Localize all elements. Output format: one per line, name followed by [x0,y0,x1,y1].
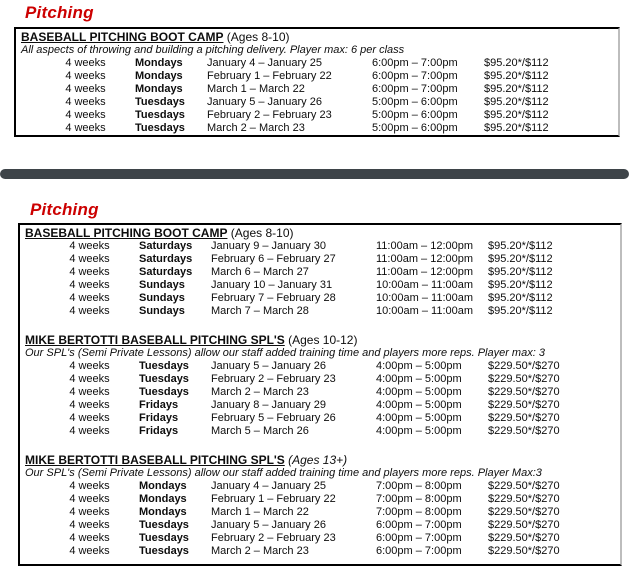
schedule-row [20,425,620,438]
session-price: $229.50*/$270 [488,493,560,505]
session-day: Mondays [139,480,187,492]
schedule-row [20,305,620,318]
session-price: $95.20*/$112 [484,96,549,108]
session-length: 4 weeks [69,292,110,304]
session-day: Fridays [139,399,179,411]
session-dates: March 2 – March 23 [211,386,309,398]
session-length: 4 weeks [65,109,106,121]
schedule-row [16,122,618,135]
page-heading: Pitching [30,200,99,219]
session-price: $95.20*/$112 [488,305,553,317]
section-title [20,226,620,240]
session-day: Tuesdays [139,386,189,398]
schedule-row [20,360,620,373]
session-dates: March 6 – March 27 [211,266,309,278]
course-name: BASEBALL PITCHING BOOT CAMP [25,226,228,240]
session-length: 4 weeks [65,70,106,82]
session-dates: February 1 – February 22 [211,493,336,505]
session-time: 6:00pm – 7:00pm [372,57,458,69]
schedule-row [20,292,620,305]
session-day: Saturdays [139,240,193,252]
schedule-row [20,545,620,558]
session-dates: March 1 – March 22 [207,83,305,95]
schedule-row [20,399,620,412]
session-time: 4:00pm – 5:00pm [376,386,462,398]
session-dates: January 9 – January 30 [211,240,326,252]
session-length: 4 weeks [69,399,110,411]
section-description: Our SPL's (Semi Private Lessons) allow our staff added training time and players more reps. Player Max:3 [25,467,542,479]
page-divider [0,169,629,179]
session-price: $229.50*/$270 [488,532,560,544]
session-length: 4 weeks [69,425,110,437]
session-length: 4 weeks [65,96,106,108]
session-day: Mondays [135,70,183,82]
session-time: 5:00pm – 6:00pm [372,109,458,121]
session-time: 11:00am – 12:00pm [376,240,474,252]
session-time: 6:00pm – 7:00pm [372,83,458,95]
session-day: Tuesdays [139,532,189,544]
session-time: 6:00pm – 7:00pm [376,532,462,544]
schedule-row [20,253,620,266]
session-time: 6:00pm – 7:00pm [376,519,462,531]
session-price: $229.50*/$270 [488,399,560,411]
schedule-row [16,57,618,70]
session-length: 4 weeks [69,279,110,291]
schedule-box-2 [18,223,622,566]
session-time: 10:00am – 11:00am [376,279,474,291]
session-price: $95.20*/$112 [488,240,553,252]
session-dates: February 2 – February 23 [211,532,336,544]
session-day: Tuesdays [139,360,189,372]
session-time: 5:00pm – 6:00pm [372,122,458,134]
session-length: 4 weeks [65,57,106,69]
session-dates: January 5 – January 26 [211,519,326,531]
session-length: 4 weeks [65,122,106,134]
schedule-row [20,532,620,545]
schedule-row [20,412,620,425]
session-dates: February 5 – February 26 [211,412,336,424]
session-time: 4:00pm – 5:00pm [376,373,462,385]
session-length: 4 weeks [69,253,110,265]
session-day: Fridays [139,412,179,424]
session-day: Fridays [139,425,179,437]
schedule-row [20,519,620,532]
section-title [20,333,620,347]
session-time: 7:00pm – 8:00pm [376,493,462,505]
schedule-row [20,386,620,399]
schedule-row [20,373,620,386]
session-time: 4:00pm – 5:00pm [376,360,462,372]
session-length: 4 weeks [69,266,110,278]
section-title [20,453,620,467]
session-day: Saturdays [139,266,193,278]
section-description: Our SPL's (Semi Private Lessons) allow our staff added training time and players more reps. Player max: 3 [25,347,545,359]
age-range: (Ages 8-10) [227,226,294,240]
session-length: 4 weeks [69,305,110,317]
session-day: Mondays [135,57,183,69]
session-time: 5:00pm – 6:00pm [372,96,458,108]
session-length: 4 weeks [69,373,110,385]
session-dates: March 5 – March 26 [211,425,309,437]
schedule-row [20,266,620,279]
session-price: $229.50*/$270 [488,412,560,424]
session-time: 11:00am – 12:00pm [376,253,474,265]
schedule-row [20,240,620,253]
session-day: Saturdays [139,253,193,265]
session-price: $229.50*/$270 [488,360,560,372]
session-day: Mondays [139,506,187,518]
session-dates: February 7 – February 28 [211,292,336,304]
session-day: Sundays [139,292,185,304]
age-range: (Ages 10-12) [284,333,358,347]
session-time: 10:00am – 11:00am [376,305,474,317]
course-name: MIKE BERTOTTI BASEBALL PITCHING SPL'S [25,453,285,467]
session-time: 6:00pm – 7:00pm [372,70,458,82]
session-length: 4 weeks [69,240,110,252]
session-price: $229.50*/$270 [488,386,560,398]
session-day: Sundays [139,305,185,317]
session-day: Tuesdays [139,519,189,531]
schedule-row [20,493,620,506]
session-dates: March 2 – March 23 [207,122,305,134]
session-dates: January 5 – January 26 [207,96,322,108]
session-dates: January 5 – January 26 [211,360,326,372]
session-day: Mondays [139,493,187,505]
session-price: $95.20*/$112 [484,83,549,95]
schedule-section [20,333,620,438]
session-time: 7:00pm – 8:00pm [376,506,462,518]
session-length: 4 weeks [65,83,106,95]
session-day: Sundays [139,279,185,291]
session-dates: March 1 – March 22 [211,506,309,518]
session-price: $95.20*/$112 [484,70,549,82]
session-price: $229.50*/$270 [488,480,560,492]
session-price: $229.50*/$270 [488,519,560,531]
session-dates: January 8 – January 29 [211,399,326,411]
session-dates: February 1 – February 22 [207,70,332,82]
schedule-section [16,30,618,135]
course-name: BASEBALL PITCHING BOOT CAMP [21,30,224,44]
session-price: $95.20*/$112 [484,57,549,69]
session-dates: February 2 – February 23 [211,373,336,385]
session-day: Tuesdays [139,373,189,385]
session-price: $229.50*/$270 [488,373,560,385]
age-range: (Ages 13+) [284,453,348,467]
session-length: 4 weeks [69,519,110,531]
session-price: $229.50*/$270 [488,545,560,557]
page-heading: Pitching [25,3,94,22]
schedule-section [20,226,620,318]
section-description: All aspects of throwing and building a pitching delivery. Player max: 6 per class [21,44,405,56]
session-day: Tuesdays [139,545,189,557]
schedule-box-1 [14,27,620,137]
course-name: MIKE BERTOTTI BASEBALL PITCHING SPL'S [25,333,285,347]
session-price: $95.20*/$112 [484,122,549,134]
schedule-row [16,70,618,83]
session-price: $229.50*/$270 [488,506,560,518]
session-length: 4 weeks [69,412,110,424]
session-time: 4:00pm – 5:00pm [376,412,462,424]
schedule-section [20,453,620,558]
session-dates: February 2 – February 23 [207,109,332,121]
schedule-row [16,96,618,109]
schedule-row [16,109,618,122]
session-price: $95.20*/$112 [488,253,553,265]
session-day: Tuesdays [135,109,185,121]
session-length: 4 weeks [69,480,110,492]
session-length: 4 weeks [69,545,110,557]
session-time: 7:00pm – 8:00pm [376,480,462,492]
session-length: 4 weeks [69,493,110,505]
schedule-row [20,506,620,519]
session-price: $95.20*/$112 [488,266,553,278]
session-price: $95.20*/$112 [484,109,549,121]
age-range: (Ages 8-10) [223,30,290,44]
session-length: 4 weeks [69,386,110,398]
session-length: 4 weeks [69,506,110,518]
session-day: Tuesdays [135,122,185,134]
session-length: 4 weeks [69,360,110,372]
schedule-row [16,83,618,96]
session-time: 4:00pm – 5:00pm [376,425,462,437]
session-day: Tuesdays [135,96,185,108]
session-time: 10:00am – 11:00am [376,292,474,304]
session-length: 4 weeks [69,532,110,544]
session-price: $229.50*/$270 [488,425,560,437]
schedule-row [20,279,620,292]
session-time: 6:00pm – 7:00pm [376,545,462,557]
session-dates: January 4 – January 25 [211,480,326,492]
session-price: $95.20*/$112 [488,292,553,304]
session-time: 11:00am – 12:00pm [376,266,474,278]
session-price: $95.20*/$112 [488,279,553,291]
session-dates: February 6 – February 27 [211,253,336,265]
session-time: 4:00pm – 5:00pm [376,399,462,411]
section-title [16,30,618,44]
session-day: Mondays [135,83,183,95]
session-dates: March 7 – March 28 [211,305,309,317]
session-dates: January 10 – January 31 [211,279,333,291]
session-dates: March 2 – March 23 [211,545,309,557]
schedule-row [20,480,620,493]
session-dates: January 4 – January 25 [207,57,322,69]
